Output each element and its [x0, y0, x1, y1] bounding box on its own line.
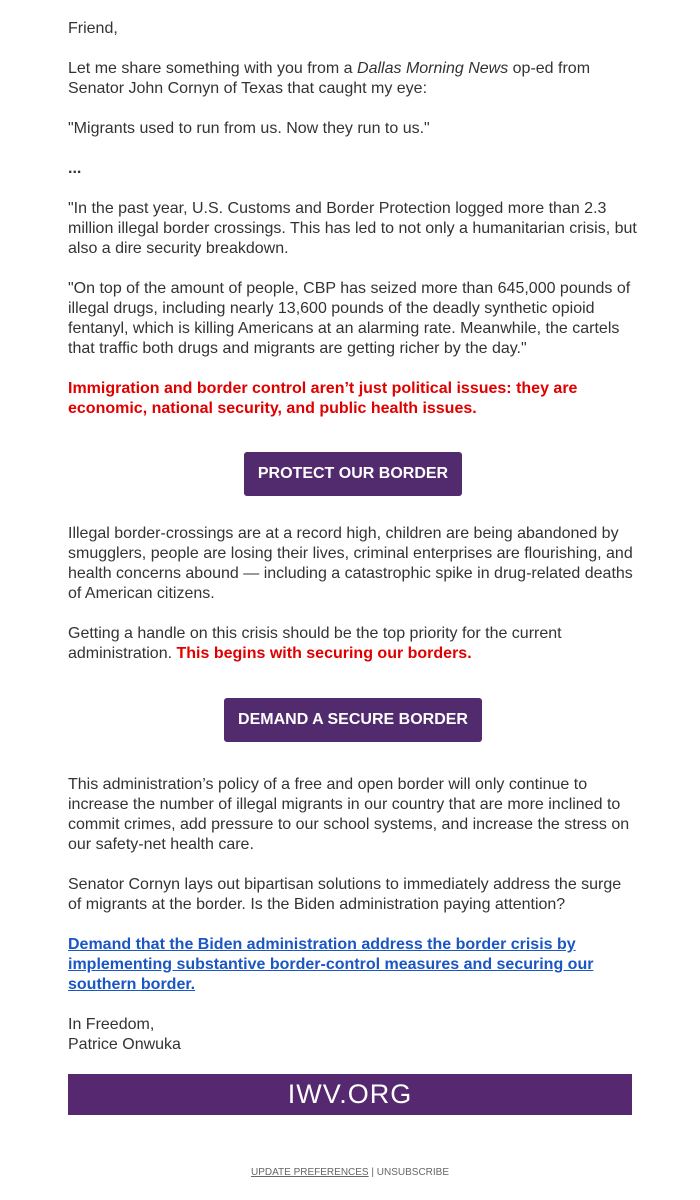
quote-3: "On top of the amount of people, CBP has seized more than 645,000 pounds of illegal drugs, including nearly 13,600 pounds of the deadly synthetic opioid fentanyl, which is killing Americans at an alarming rate. Meanwhile, the cartels that traffic both drugs and migrants are getting richer by the day."	[68, 280, 631, 357]
demand-secure-border-button[interactable]: DEMAND A SECURE BORDER	[224, 698, 482, 742]
email-content	[68, 19, 638, 1055]
footer-separator: |	[368, 1167, 377, 1178]
paragraph-1: Illegal border-crossings are at a record high, children are being abandoned by smugglers, people are losing their lives, criminal enterprises are flourishing, and health concerns abound — including a catastrophic spike in drug-related deaths of American citizens.	[68, 525, 633, 602]
footer	[0, 1167, 700, 1178]
quote-2: "In the past year, U.S. Customs and Border Protection logged more than 2.3 million illegal border crossings. This has led to not only a humanitarian crisis, but also a dire security breakdown.	[68, 200, 637, 257]
signature: Patrice Onwuka	[68, 1036, 181, 1053]
quote-1: "Migrants used to run from us. Now they run to us."	[68, 120, 430, 137]
highlight-statement: Immigration and border control aren’t just political issues: they are economic, national security, and public health issues.	[68, 380, 578, 417]
cta-paragraph	[68, 935, 638, 995]
cta-link[interactable]: Demand that the Biden administration address the border crisis by implementing substantive border-control measures and securing our southern border.	[68, 936, 594, 993]
paragraph-2-highlight: This begins with securing our borders.	[176, 645, 472, 662]
update-preferences-link[interactable]: UPDATE PREFERENCES	[250, 1167, 369, 1178]
intro-post: op-ed from Senator John Cornyn of Texas that caught my eye:	[68, 60, 591, 97]
unsubscribe-link[interactable]: UNSUBSCRIBE	[376, 1167, 450, 1178]
paragraph-2	[68, 624, 638, 664]
iwv-banner[interactable]: IWV.ORG	[68, 1074, 632, 1115]
intro-pre: Let me share something with you from a	[68, 60, 358, 77]
ellipsis: ...	[68, 160, 82, 177]
button-row-2	[68, 698, 638, 742]
greeting: Friend,	[68, 20, 118, 37]
button-row-1	[68, 452, 638, 496]
paragraph-3: This administration’s policy of a free and open border will only continue to increase the number of illegal migrants in our country that are more inclined to commit crimes, add pressure to our school systems, and increase the stress on our safety-net health care.	[68, 776, 630, 853]
intro-source: Dallas Morning News	[357, 60, 509, 77]
paragraph-2-text: Getting a handle on this crisis should be the top priority for the current administration.	[68, 625, 562, 662]
protect-border-button[interactable]: PROTECT OUR BORDER	[244, 452, 462, 496]
intro-paragraph	[68, 59, 638, 99]
paragraph-4: Senator Cornyn lays out bipartisan solutions to immediately address the surge of migrants at the border. Is the Biden administration paying attention?	[68, 876, 622, 913]
signoff: In Freedom,	[68, 1016, 155, 1033]
